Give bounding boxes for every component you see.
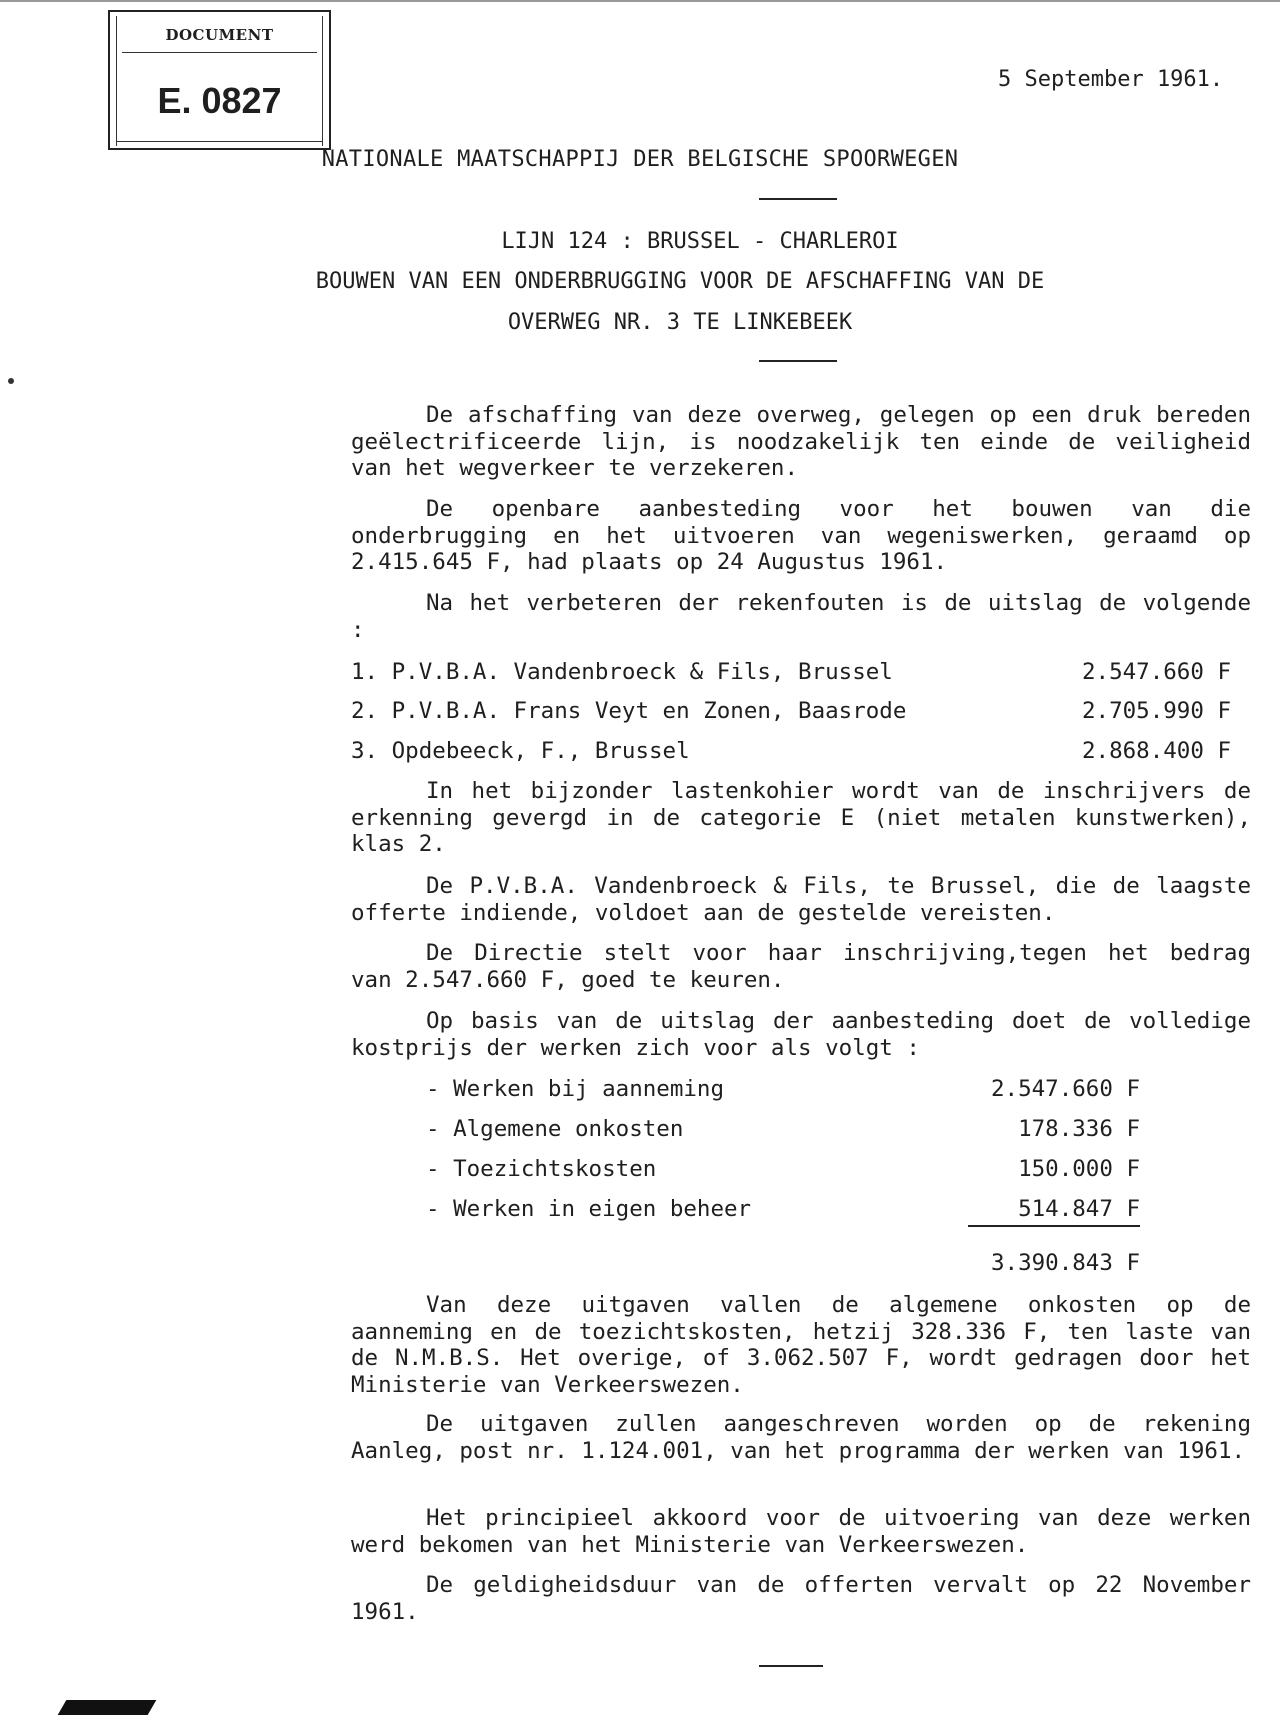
paragraph: In het bijzonder lastenkohier wordt van de inschrijvers de erkenning gevergd in de categorie E (niet metalen kunstwerken), klas 2.	[351, 778, 1251, 857]
cost-total: 3.390.843 F	[990, 1250, 1140, 1276]
document-stamp	[108, 10, 331, 150]
scan-artifact	[58, 1700, 157, 1715]
paragraph: De uitgaven zullen aangeschreven worden op de rekening Aanleg, post nr. 1.124.001, van het programma der werken van 1961.	[351, 1411, 1251, 1464]
stamp-border	[116, 141, 323, 142]
bid-amount: 2.868.400 F	[1081, 738, 1231, 764]
heading-line-1: LIJN 124 : BRUSSEL - CHARLEROI	[501, 229, 899, 254]
cost-amount: 150.000 F	[1018, 1156, 1140, 1182]
paragraph: De P.V.B.A. Vandenbroeck & Fils, te Brussel, die de laagste offerte indiende, voldoet aan de gestelde vereisten.	[351, 873, 1251, 926]
cost-item: - Werken bij aanneming	[426, 1076, 725, 1102]
cost-amount: 2.547.660 F	[990, 1076, 1140, 1102]
divider	[759, 1665, 823, 1667]
bid-amount: 2.547.660 F	[1081, 659, 1231, 685]
paragraph: De geldigheidsduur van de offerten vervalt op 22 November 1961.	[351, 1572, 1251, 1625]
cost-amount: 178.336 F	[1018, 1116, 1140, 1142]
bid-name: 1. P.V.B.A. Vandenbroeck & Fils, Brussel	[351, 659, 893, 685]
paragraph: De afschaffing van deze overweg, gelegen op een druk bereden geëlectrificeerde lijn, is noodzakelijk ten einde de veiligheid van het wegverkeer te verzekeren.	[351, 402, 1251, 481]
paragraph: De Directie stelt voor haar inschrijving,tegen het bedrag van 2.547.660 F, goed te keuren.	[351, 940, 1251, 993]
cost-item: - Algemene onkosten	[426, 1116, 684, 1142]
stamp-divider	[122, 52, 317, 53]
heading-line-3: OVERWEG NR. 3 TE LINKEBEEK	[507, 310, 853, 335]
punch-mark	[8, 378, 14, 384]
bid-name: 3. Opdebeeck, F., Brussel	[351, 738, 690, 764]
paragraph: Het principieel akkoord voor de uitvoering van deze werken werd bekomen van het Ministerie van Verkeerswezen.	[351, 1505, 1251, 1558]
paragraph: De openbare aanbesteding voor het bouwen van die onderbrugging en het uitvoeren van wegeniswerken, geraamd op 2.415.645 F, had plaats op 24 Augustus 1961.	[351, 496, 1251, 575]
stamp-number: E. 0827	[157, 80, 282, 121]
scan-edge	[0, 0, 1280, 2]
heading-line-2: BOUWEN VAN EEN ONDERBRUGGING VOOR DE AFSCHAFFING VAN DE	[315, 269, 1045, 294]
bid-amount: 2.705.990 F	[1081, 698, 1231, 724]
cost-item: - Toezichtskosten	[426, 1156, 657, 1182]
stamp-label: DOCUMENT	[165, 26, 274, 44]
cost-amount: 514.847 F	[1018, 1196, 1140, 1222]
divider	[759, 360, 837, 362]
bid-name: 2. P.V.B.A. Frans Veyt en Zonen, Baasrode	[351, 698, 907, 724]
cost-item: - Werken in eigen beheer	[426, 1196, 752, 1222]
sum-line	[968, 1225, 1140, 1227]
divider	[759, 198, 837, 200]
organization-name: NATIONALE MAATSCHAPPIJ DER BELGISCHE SPOORWEGEN	[321, 147, 959, 172]
document-date: 5 September 1961.	[998, 67, 1224, 92]
paragraph: Op basis van de uitslag der aanbesteding doet de volledige kostprijs der werken zich voor als volgt :	[351, 1008, 1251, 1061]
paragraph: Na het verbeteren der rekenfouten is de uitslag de volgende :	[351, 590, 1251, 643]
paragraph: Van deze uitgaven vallen de algemene onkosten op de aanneming en de toezichtskosten, hetzij 328.336 F, ten laste van de N.M.B.S. Het overige, of 3.062.507 F, wordt gedragen door het Ministerie van Verkeerswezen.	[351, 1292, 1251, 1398]
